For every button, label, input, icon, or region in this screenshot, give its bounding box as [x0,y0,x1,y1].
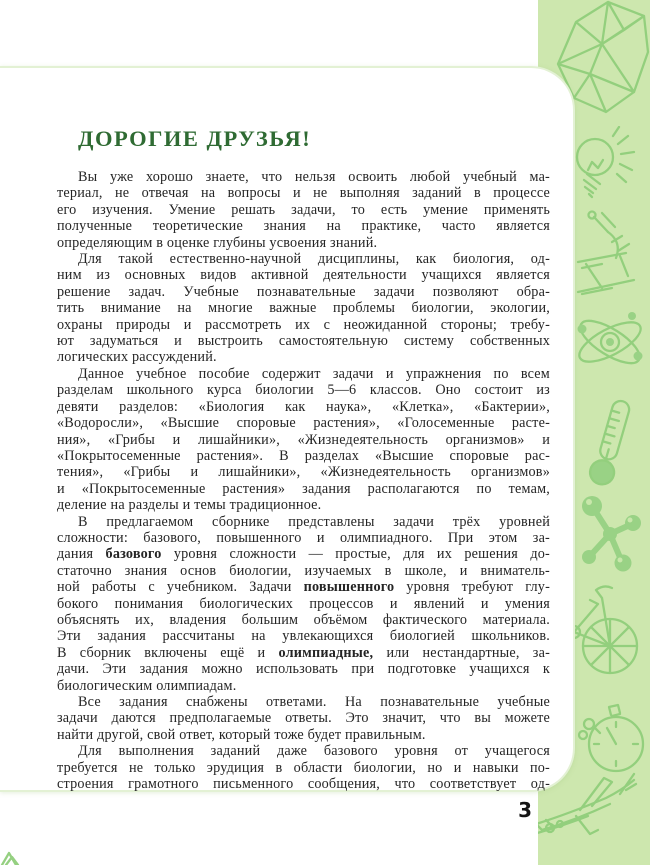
paragraph [57,743,550,792]
text-line: Вы уже хорошо знаете, что нельзя освоить любой учебный ма- [78,169,550,185]
text-line: логических рассуждений. [57,349,217,366]
paragraph [57,366,550,514]
text-line: разделам школьного курса биологии 5—6 классов. Оно состоит из [57,382,550,399]
text-line: определяющим в оценке глубины усвоения знаний. [57,234,378,251]
page-title: ДОРОГИЕ ДРУЗЬЯ! [78,126,312,151]
text-line: бокого понимания биологических процессов и явлений и умения [57,595,550,612]
text-line: ют задуматься и выстроить самостоятельную систему собственных [57,333,550,350]
stopwatch-icon [576,700,646,774]
text-line: В предлагаемом сборнике представлены задачи трёх уровней [78,513,550,530]
text-line: девяти разделов: «Биология как наука», «Клетка», «Бактерии», [57,398,550,415]
paragraph [57,169,550,251]
molecule-icon [576,494,644,574]
body-text [57,169,550,792]
text-line: решение задач. Учебные познавательные задачи позволяют обра- [57,283,550,300]
text-line: Данное учебное пособие содержит задачи и упражнения по всем [78,365,550,382]
paragraph [57,251,550,366]
thermometer-icon [580,398,644,492]
text-line: тить внимание на многие важные проблемы биологии, экологии, [57,300,550,317]
page-card [0,66,575,792]
text-line: и «Покрытосеменные растения» задания располагаются по темам, [57,480,550,497]
text-line: строения грамотного письменного сообщения, что соответствует од- [57,776,550,793]
text-line: требуется не только эрудиция в области биологии, но и навыки по- [57,759,550,776]
text-line: «Покрытосеменные растения». В разделах «Высшие споровые рас- [57,447,550,464]
paragraph [57,514,550,694]
paragraph [57,694,550,743]
text-line: полученные теоретические знания на практике, часто является [57,218,550,235]
text-line: сложности: базового, повышенного и олимпиадного. При этом за- [57,529,550,546]
text-line: Для выполнения заданий даже базового уровня от учащегося [78,743,550,760]
text-line: дания базового уровня сложности — простые, для их решения до- [57,546,550,563]
text-line: его изучения. Умение решать задачи, то есть умение применять [57,201,550,218]
atom-icon [572,304,648,380]
text-line: биологическим олимпиадам. [57,677,237,694]
text-line: деление на разделы и темы традиционное. [57,497,322,514]
text-line: дачи. Эти задания можно использовать при подготовке учащихся к [57,661,550,678]
text-line: териал, не отвечая на вопросы и не выполняя заданий в процессе [57,185,550,202]
text-line: объяснять их, владения большим объёмом фактического материала. [57,611,550,628]
page-number: 3 [518,798,532,822]
text-line: В сборник включены ещё и олимпиадные, или нестандартные, за- [57,644,550,661]
lightbulb-icon [568,126,642,206]
text-line: «Водоросли», «Высшие споровые растения», «Голосеменные расте- [57,415,550,432]
text-line: Эти задания рассчитаны на увлекающихся биологией школьников. [57,628,550,645]
text-line: тения», «Грибы и лишайники», «Жизнедеятельность организмов» [57,464,550,481]
text-line: ной работы с учебником. Задачи повышенного уровня требуют глу- [57,579,550,596]
text-line: статочно знания основ биологии, изучаемых в школе, и вниматель- [57,562,550,579]
text-line: охраны природы и рассмотреть их с неожиданной стороны; требу- [57,316,550,333]
text-line: задачи даются предполагаемые ответы. Это значит, что вы можете [57,710,550,727]
text-line: Все задания снабжены ответами. На познавательные учебные [78,694,550,710]
microscope-icon [572,210,650,296]
text-line: Для такой естественно-научной дисциплины, как биология, од- [78,251,550,268]
leaf-fragment-icon [0,850,22,865]
text-line: ним из основных видов активной деятельности учащихся является [57,267,550,284]
text-line: ния», «Грибы и лишайники», «Жизнедеятельность организмов» и [57,431,550,448]
text-line: найти другой, свой ответ, который тоже будет правильным. [57,726,426,743]
